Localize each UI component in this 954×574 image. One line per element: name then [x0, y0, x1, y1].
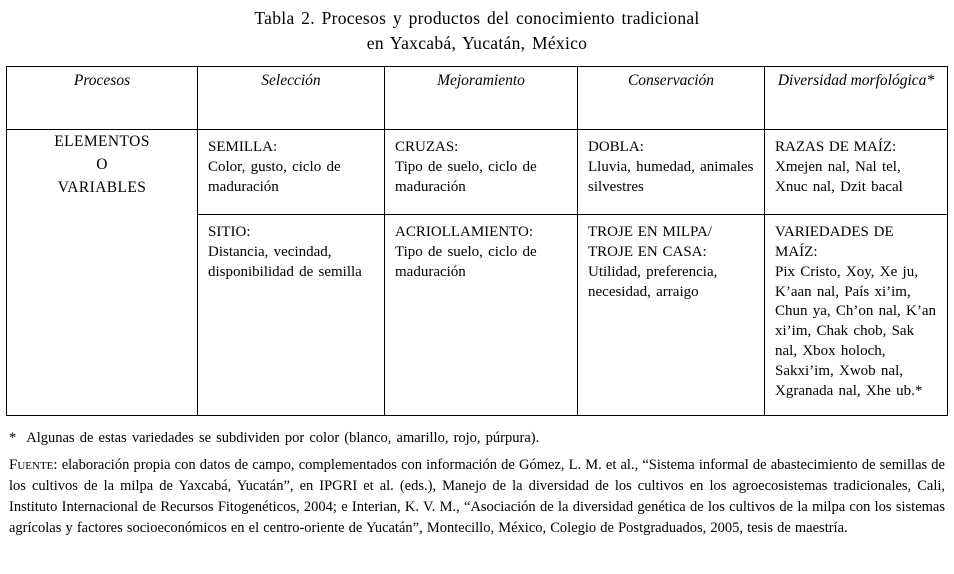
table-header-cell-mejoramiento [385, 66, 578, 129]
table-header-cell-seleccion [198, 66, 385, 129]
table-header-cell-diversidad [765, 66, 948, 129]
footnote-text: Algunas de estas variedades se subdividen por color (blanco, amarillo, rojo, púrpura). [26, 429, 540, 446]
cell-body: Distancia, vecindad, disponibilidad de semilla [208, 243, 362, 280]
row-label-elementos-o-variables [7, 129, 198, 415]
cell-body: Tipo de suelo, ciclo de maduración [395, 158, 537, 195]
footnote-asterisk [9, 428, 945, 449]
row-label-line-2: O [96, 155, 108, 173]
cell-heading: DOBLA: [588, 138, 644, 155]
cell-heading: ACRIOLLAMIENTO: [395, 223, 534, 240]
cell-content [578, 130, 764, 214]
cell-body: Lluvia, humedad, animales silvestres [588, 158, 754, 195]
cell-content [198, 215, 384, 415]
source-text: elaboración propia con datos de campo, complementados con información de Gómez, L. M. et al., “Sistema informal de abastecimiento de semillas de los cultivos de la milpa de Yaxcabá, Yucatán”, en IPGRI et al. (eds.), Manejo de la diversidad de los cultivos en los agroecosistemas tradicionales, Cali, Instituto Internacional de Recursos Fitogenéticos, 2004; e Interian, K. V. M., “Asociación de la diversidad genética de los cultivos de la milpa con los sistemas agrícolas y factores socioeconómicos en el centro-oriente de Yucatán”, Montecillo, México, Colegio de Postgraduados, 2005, tesis de maestría. [9, 456, 945, 537]
cell-content [385, 130, 577, 214]
table-cell-cruzas [385, 129, 578, 214]
cell-heading: VARIEDADES DE MAÍZ: [775, 223, 894, 260]
table-cell-semilla [198, 129, 385, 214]
source-note [9, 455, 945, 540]
title-line-1: Tabla 2. Procesos y productos del conocimiento tradicional [254, 8, 700, 28]
cell-body: Pix Cristo, Xoy, Xe ju, K’aan nal, País xi’im, Chun ya, Ch’on nal, K’an xi’im, Chak chob, Sak nal, Xbox holoch, Sakxi’im, Xwob nal, Xgranada nal, Xhe ub.* [775, 263, 936, 400]
header-label-diversidad: Diversidad morfológica* [777, 71, 935, 89]
cell-heading: SITIO: [208, 223, 251, 240]
table-cell-sitio [198, 214, 385, 415]
source-label: Fuente: [9, 456, 58, 473]
asterisk-symbol: * [9, 429, 17, 446]
cell-body: Tipo de suelo, ciclo de maduración [395, 243, 537, 280]
table-notes [9, 428, 945, 540]
cell-heading: RAZAS DE MAÍZ: [775, 138, 897, 155]
cell-content [765, 130, 947, 214]
header-label-mejoramiento: Mejoramiento [437, 71, 525, 89]
header-label-conservacion: Conservación [627, 71, 715, 89]
table-cell-acriollamiento [385, 214, 578, 415]
table-figure-page [0, 6, 954, 574]
cell-content [385, 215, 577, 415]
cell-heading: TROJE EN MILPA/ TROJE EN CASA: [588, 223, 712, 260]
table-header-row [7, 66, 948, 129]
header-label-procesos: Procesos [73, 71, 131, 89]
table-header-cell-procesos [7, 66, 198, 129]
table-cell-dobla [578, 129, 765, 214]
title-line-2: en Yaxcabá, Yucatán, México [366, 32, 588, 53]
table-cell-razas-de-maiz [765, 129, 948, 214]
cell-body: Xmejen nal, Nal tel, Xnuc nal, Dzit bacal [775, 158, 903, 195]
table-cell-troje [578, 214, 765, 415]
cell-content [765, 215, 947, 415]
table-row [7, 129, 948, 214]
cell-heading: SEMILLA: [208, 138, 278, 155]
cell-heading: CRUZAS: [395, 138, 459, 155]
header-label-seleccion: Selección [261, 71, 321, 89]
cell-content [198, 130, 384, 214]
row-label-line-1: ELEMENTOS [54, 132, 150, 150]
table-cell-variedades-de-maiz [765, 214, 948, 415]
row-label-line-3: VARIABLES [57, 179, 147, 197]
cell-content [578, 215, 764, 415]
data-table [6, 66, 948, 416]
cell-body: Color, gusto, ciclo de maduración [208, 158, 341, 195]
table-header-cell-conservacion [578, 66, 765, 129]
cell-body: Utilidad, preferencia, necesidad, arraigo [588, 263, 718, 300]
page-title [0, 6, 954, 56]
